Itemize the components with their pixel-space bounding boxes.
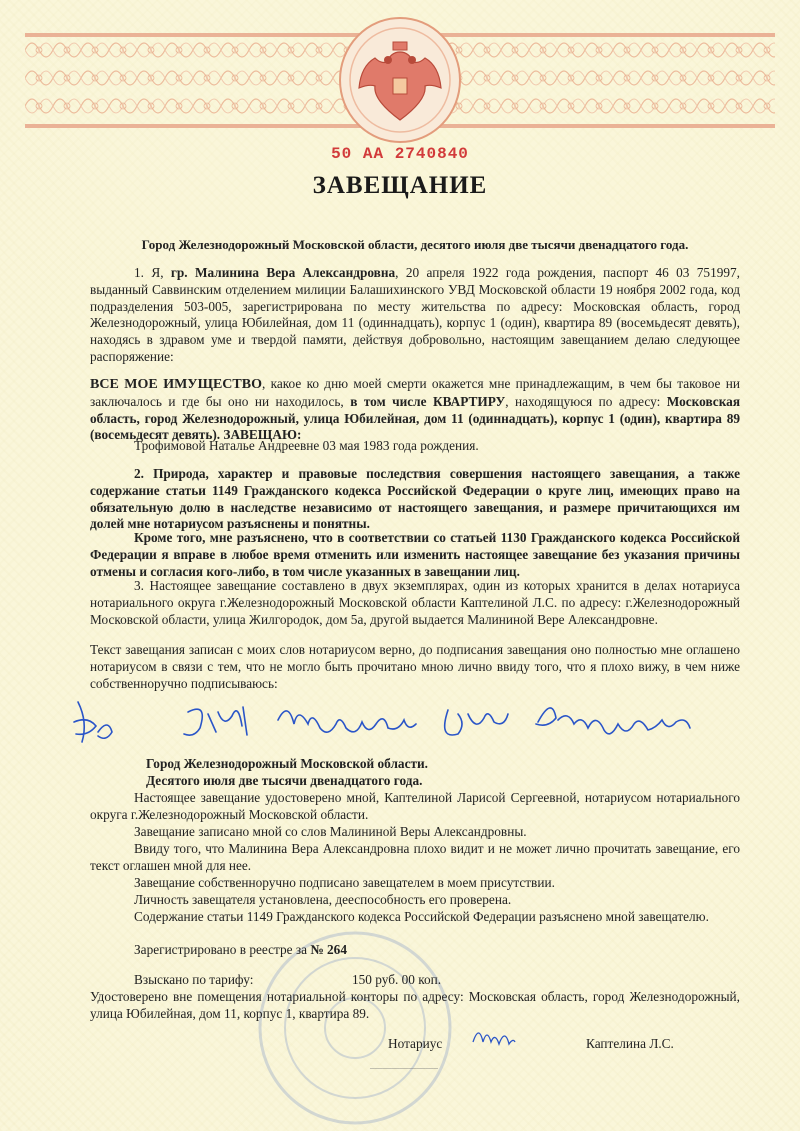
certification-paragraph-6: Содержание статьи 1149 Гражданского кодекса Российской Федерации разъяснено мной завещателю. [134,909,709,924]
stamp-underline: ──────────────── [370,1066,439,1072]
revocation-paragraph: Кроме того, мне разъяснено, что в соответствии со статьей 1130 Гражданского кодекса Российской Федерации я вправе в любое время отменить или изменить настоящее завещание без указания причины отмены и согласия кого-либо, в том числе указанных в завещании лиц. [90,530,740,579]
certification-paragraph-5: Личность завещателя установлена, дееспособность его проверена. [134,892,512,907]
notary-signature-icon [468,1020,518,1050]
certification-city: Город Железнодорожный Московской области. [146,756,428,771]
bequest-paragraph: ВСЕ МОЕ ИМУЩЕСТВО, какое ко дню моей смерти окажется мне принадлежащим, в чем бы таковое ни заключалось и где бы оно ни находилось, в том числе КВАРТИРУ, находящуюся по адресу: Московская область, город Железнодорожный, улица Юбилейная, дом 11 (одиннадцать), корпус 1 (один), квартира 89 (восемьдесят девять). ЗАВЕЩАЮ: [90,376,741,443]
tariff-label: Взыскано по тарифу: [134,972,254,987]
registry-line: Зарегистрировано в реестре за № 264 [134,942,347,957]
document-title: ЗАВЕЩАНИЕ [312,172,488,199]
guilloche-ornament [25,8,775,158]
certification-date: Десятого июля две тысячи двенадцатого года. [146,773,423,788]
clause-2-paragraph: 2. Природа, характер и правовые последствия совершения настоящего завещания, а также содержание статьи 1149 Гражданского кодекса Российской Федерации о круге лиц, имеющих право на обязательную долю в наследстве независимо от настоящего завещания, и размере причитающихся им долей мне нотариусом разъяснены и понятны. [90,466,740,532]
handwritten-signature [68,692,708,762]
certification-paragraph-1: Настоящее завещание удостоверено мной, Каптелиной Ларисой Сергеевной, нотариусом нотариального округа г.Железнодорожный Московской области. [90,790,740,822]
tariff-value: 150 руб. 00 коп. [352,972,442,987]
heir-line: Трофимовой Наталье Андреевне 03 мая 1983 года рождения. [134,438,479,453]
registry-number: № 264 [310,942,347,957]
outside-office-paragraph: Удостоверено вне помещения нотариальной конторы по адресу: Московская область, город Железнодорожный, улица Юбилейная, дом 11, корпус 1, квартира 89. [90,989,740,1021]
city-and-date: Город Железнодорожный Московской области, десятого июля две тысячи двенадцатого года. [141,237,689,252]
certification-paragraph-3: Ввиду того, что Малинина Вера Александровна плохо видит и не может лично прочитать завещание, его текст оглашен мной для нее. [90,841,740,873]
document-serial-number: 50 АА 2740840 [331,145,469,163]
certification-paragraph-2: Завещание записано мной со слов Малининой Веры Александровны. [134,824,527,839]
notary-label: Нотариус [388,1036,443,1051]
read-aloud-paragraph: Текст завещания записан с моих слов нотариусом верно, до подписания завещания оно полностью мне оглашено нотариусом в связи с тем, что не могло быть прочитано мною лично ввиду того, что я плохо вижу, в чем ниже собственноручно подписываюсь: [90,642,740,691]
certification-paragraph-4: Завещание собственноручно подписано завещателем в моем присутствии. [134,875,555,890]
testator-paragraph: 1. Я, гр. Малинина Вера Александровна, 20 апреля 1922 года рождения, паспорт 46 03 751997, выданный Саввинским отделением милиции Балашихинского УВД Московской области 19 ноября 2002 года, код подразделения 503-005, зарегистрирована по месту жительства по адресу: Московская область, город Железнодорожный, улица Юбилейная, дом 11 (одиннадцать), корпус 1 (один), квартира 89 (восемьдесят девять), находясь в здравом уме и твердой памяти, действуя добровольно, настоящим завещанием делаю следующее распоряжение: [90,265,740,364]
testator-name: гр. Малинина Вера Александровна [170,265,396,280]
clause-3-paragraph: 3. Настоящее завещание составлено в двух экземплярах, один из которых хранится в делах нотариуса нотариального округа г.Железнодорожный Московской области Каптелиной Л.С. по адресу: г.Железнодорожный Московской области, улица Жилгородок, дом 5а, другой выдается Малининой Вере Александровне. [90,578,740,627]
notary-name: Каптелина Л.С. [586,1036,674,1051]
